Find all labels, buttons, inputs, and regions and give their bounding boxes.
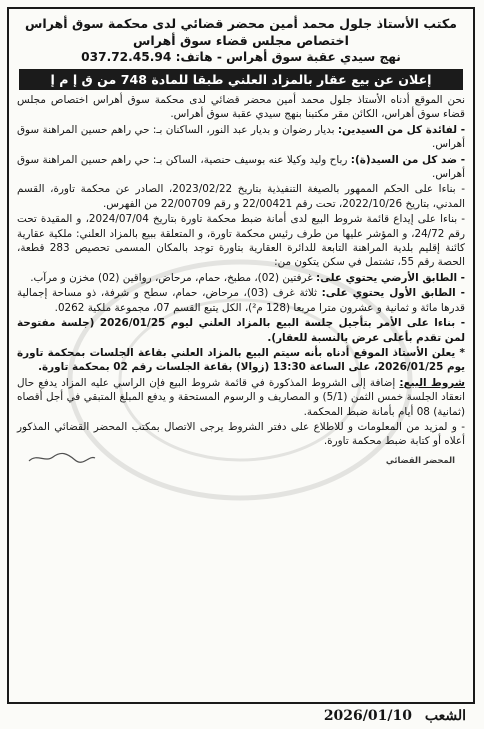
postponement-paragraph: - بناءا على الأمر بتأجيل جلسة البيع بالمزاد العلني ليوم 2026/01/25 (جلسة مفتوحة لمن تقدم بأعلى عرض بالنسبة للعقار).	[17, 317, 466, 344]
address-text: نهج سيدي عقبة سوق أهراس - هاتف:	[175, 50, 401, 64]
sale-terms-label: شروط البيع:	[399, 376, 465, 389]
first-floor-paragraph	[17, 286, 465, 315]
office-header	[17, 15, 465, 66]
beneficiaries-paragraph	[17, 123, 465, 152]
against-text: رباح وليد وكيلا عنه بوسيف حنصية، الساكن بـ: حي راهم حسين المراهنة سوق أهراس.	[17, 153, 465, 181]
jurisdiction: اختصاص مجلس قضاء سوق أهراس	[133, 33, 349, 48]
contact-paragraph: - و لمزيد من المعلومات و للاطلاع على دفتر الشروط يرجى الاتصال بمكتب المحضر القضائي المذكور أعلاه أو كتابة ضبط محكمة تاورة.	[17, 420, 465, 448]
announcement-body	[17, 93, 465, 449]
ground-floor-paragraph	[17, 271, 465, 285]
intro-paragraph: نحن الموقع أدناه الأستاذ جلول محمد أمين محضر قضائي لدى محكمة سوق أهراس اختصاص مجلس قضاء سوق أهراس، الكائن مقر مكتبنا بنهج سيدي عقبة سوق أهراس.	[17, 94, 465, 121]
newspaper-name: الشعب	[424, 708, 466, 724]
office-name: مكتب الأستاذ جلول محمد أمين محضر قضائي لدى محكمة سوق أهراس	[25, 16, 457, 31]
publication-date: 2026/01/10	[323, 708, 412, 724]
beneficiaries-label: - لفائدة كل من السيدين:	[337, 123, 466, 136]
office-address	[17, 49, 465, 66]
signature-area	[17, 451, 465, 465]
ground-floor-text: غرفتين (02)، مطبخ، حمام، مرحاض، رواقين (02) مخزن و مرآب.	[30, 271, 316, 284]
against-label: - ضد كل من السيد(ة):	[350, 153, 466, 166]
phone-number: 037.72.45.94	[81, 50, 172, 64]
auction-notice-paragraph: * يعلن الأستاذ الموقع أدناه بأنه سيتم البيع بالمزاد العلني بقاعة الجلسات بمحكمة تاورة يوم 2026/01/25، على الساعة 13:30 (زوالا) بقاعة الجلسات رقم 02 بمحكمة تاورة.	[17, 346, 465, 374]
signature-scribble	[27, 451, 97, 465]
judgment-paragraph: - بناءا على الحكم الممهور بالصيغة التنفيذية بتاريخ 2023/02/22، الصادر عن محكمة تاورة، القسم المدني، بتاريخ 2022/10/26، تحت رقم 22/00421 و رقم 22/00709 من الفهرس.	[17, 183, 465, 210]
newspaper-footer	[0, 705, 484, 729]
newspaper-credit	[324, 708, 466, 724]
announcement-title: إعلان عن بيع عقار بالمزاد العلني طبقا للمادة 748 من ق إ م إ	[19, 69, 463, 90]
announcement-frame	[7, 7, 475, 704]
sale-terms-text: إضافة إلى الشروط المذكورة في قائمة شروط البيع فإن الراسي عليه المزاد يدفع حال انعقاد الجلسة خمس الثمن (5/1) و المصاريف و الرسوم المستحقة و يدفع المبلغ المتبقي في أجل أقصاه (ثمانية) 08 أيام بأمانة ضبط المحكمة.	[17, 376, 465, 418]
conditions-deposit-paragraph: - بناءا على إيداع قائمة شروط البيع لدى أمانة ضبط محكمة تاورة بتاريخ 2024/07/04، و المقيدة تحت رقم 24/72، و المؤشر عليها من طرف رئيس محكمة تاورة، و المتعلقة ببيع بالمزاد العلني: ملكية عقارية كائنة إقليم بلدية المراهنة التابعة للدائرة العقارية بتاورة توجد بالمكان المسمى تحصيص 283 قطعة، الحصة رقم 55، تشتمل في سكن يتكون من:	[17, 213, 466, 269]
beneficiaries-text: بديار رضوان و بديار عبد النور، الساكنان بـ: حي راهم حسين المراهنة سوق أهراس.	[17, 123, 465, 151]
sale-terms-paragraph	[17, 376, 465, 419]
first-floor-label: - الطابق الأول يحتوي على:	[321, 287, 465, 300]
against-paragraph	[17, 153, 465, 182]
signature-label: المحضر القضائي	[385, 454, 455, 465]
first-floor-text: ثلاثة غرف (03)، مرحاض، حمام، سطح و شرفة، ذو مساحة إجمالية قدرها مائة و ثمانية و عشرون مترا مربعا (128 م²)، الكل يتبع القسم 07، مجموعة ملكية 0262.	[17, 287, 465, 314]
ground-floor-label: - الطابق الأرضي يحتوي على:	[315, 271, 465, 284]
